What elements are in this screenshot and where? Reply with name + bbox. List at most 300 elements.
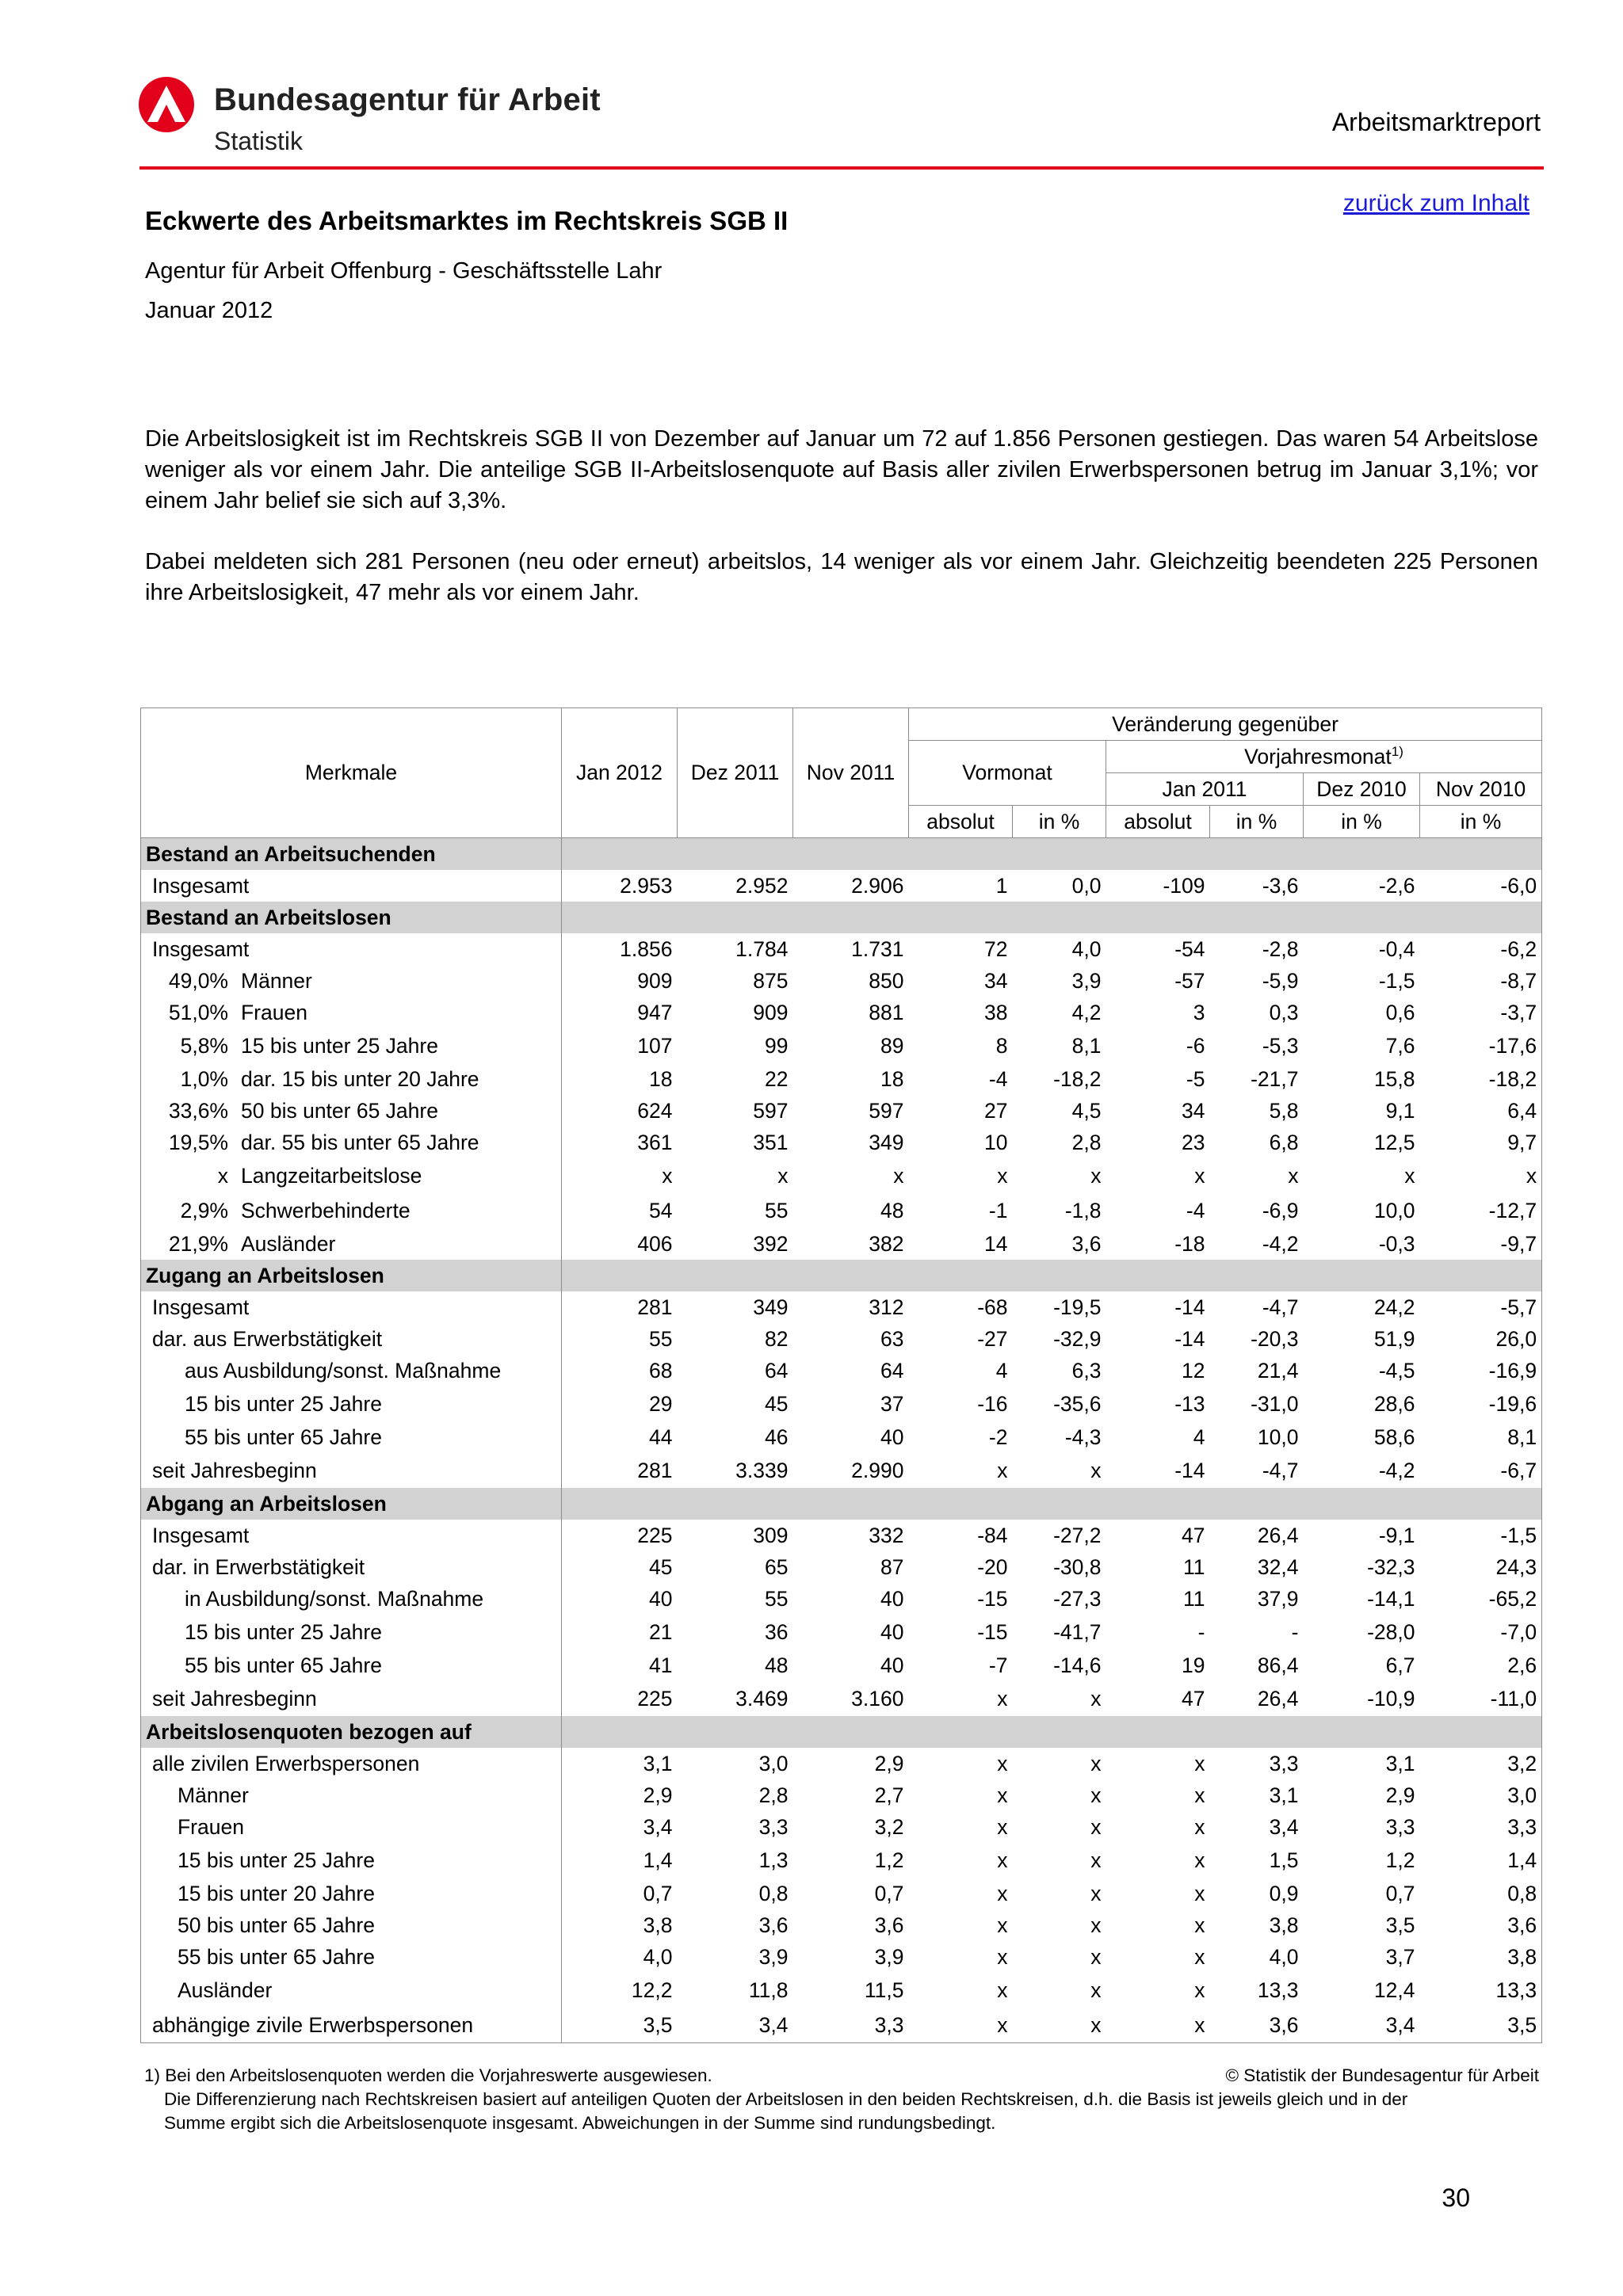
table-cell: 3,6 [1210, 2008, 1304, 2043]
table-cell: 1 [995, 873, 1008, 898]
table-cell: 4,0 [1071, 936, 1102, 961]
table-cell: 2.906 [851, 873, 904, 898]
table-cell: -84 [977, 1523, 1008, 1547]
row-label: Frauen [241, 1000, 307, 1024]
row-label-cell [141, 2008, 562, 2043]
table-cell: 8 [995, 1033, 1008, 1058]
row-label: Schwerbehinderte [241, 1198, 411, 1222]
table-row [141, 2008, 1542, 2043]
table-cell: -10,9 [1367, 1686, 1415, 1711]
table-cell: x [1090, 1848, 1102, 1872]
table-cell: 8,1 [1420, 1421, 1542, 1453]
table-cell: -11,0 [1420, 1681, 1542, 1716]
table-cell: -7 [988, 1653, 1008, 1677]
table-cell: - [1197, 1619, 1205, 1644]
table-cell: -9,1 [1378, 1523, 1415, 1547]
section-title: Bestand an Arbeitslosen [141, 902, 562, 933]
table-cell: 351 [753, 1130, 789, 1154]
table-cell: x [1420, 1158, 1542, 1193]
row-label-cell [141, 1095, 562, 1127]
table-cell: 6,7 [1385, 1653, 1415, 1677]
table-cell: 29 [649, 1391, 673, 1416]
header-in-pct: in % [1420, 806, 1542, 838]
table-row [141, 1323, 1542, 1355]
table-cell: x [1090, 1944, 1102, 1969]
table-cell: x [997, 1783, 1008, 1807]
table-cell: 22 [765, 1066, 789, 1091]
table-cell: 3,8 [1269, 1913, 1299, 1937]
section-fill [562, 1260, 1542, 1291]
table-cell: 850 [869, 968, 904, 993]
section-fill [562, 1488, 1542, 1520]
table-cell: 3,6 [1071, 1231, 1102, 1256]
table-cell: 1.731 [851, 936, 904, 961]
table-cell: x [1090, 1686, 1102, 1711]
header-nov-2010: Nov 2010 [1420, 773, 1542, 806]
row-label-cell [141, 1158, 562, 1193]
row-label: Männer [178, 1783, 249, 1807]
table-cell: -1,8 [1064, 1198, 1102, 1222]
table-cell: 15,8 [1373, 1066, 1415, 1091]
table-cell: x [1194, 1978, 1205, 2002]
table-cell: -27 [977, 1326, 1008, 1351]
table-row [141, 1748, 1542, 1779]
table-cell: 281 [637, 1458, 673, 1482]
table-cell: -14,1 [1367, 1586, 1415, 1611]
table-cell: 21,4 [1257, 1358, 1299, 1383]
header-in-pct: in % [1013, 806, 1106, 838]
table-cell: 349 [753, 1295, 789, 1319]
table-cell: -32,9 [1053, 1326, 1102, 1351]
table-cell: -27,3 [1053, 1586, 1102, 1611]
table-cell: -6,9 [1262, 1198, 1299, 1222]
table-cell: 0,8 [1420, 1878, 1542, 1909]
table-cell: 13,3 [1420, 1973, 1542, 2008]
row-label-cell [141, 1291, 562, 1323]
table-cell: 10,0 [1257, 1425, 1299, 1449]
table-cell: 0,6 [1385, 1000, 1415, 1024]
table-cell: x [1404, 1163, 1415, 1188]
table-cell: 624 [637, 1098, 673, 1123]
row-label: Ausländer [178, 1978, 273, 2002]
header-merkmale: Merkmale [141, 708, 562, 838]
table-cell: -16,9 [1420, 1355, 1542, 1386]
table-cell: -28,0 [1367, 1619, 1415, 1644]
table-cell: -1 [988, 1198, 1008, 1222]
table-cell: 86,4 [1257, 1653, 1299, 1677]
table-cell: 597 [753, 1098, 789, 1123]
table-cell: -14 [1174, 1458, 1205, 1482]
table-cell: 34 [1182, 1098, 1205, 1123]
table-row [141, 1650, 1542, 1681]
page-title: Eckwerte des Arbeitsmarktes im Rechtskreis SGB II [145, 206, 789, 235]
header-veraenderung: Veränderung gegenüber [909, 708, 1542, 741]
table-cell: 55 [765, 1586, 789, 1611]
table-cell: 36 [765, 1619, 789, 1644]
table-cell: 6,8 [1269, 1130, 1299, 1154]
page-number: 30 [1442, 2183, 1470, 2212]
table-cell: 107 [637, 1033, 673, 1058]
table-row [141, 1909, 1542, 1941]
table-cell: x [997, 1163, 1008, 1188]
header-vorjahresmonat-label: Vorjahresmonat [1244, 744, 1392, 769]
table-cell: -30,8 [1053, 1554, 1102, 1579]
table-cell: 406 [637, 1231, 673, 1256]
row-label-cell [141, 1063, 562, 1095]
table-cell: -14 [1174, 1295, 1205, 1319]
row-label: 15 bis unter 25 Jahre [241, 1033, 438, 1058]
table-row [141, 1421, 1542, 1453]
section-title: Arbeitslosenquoten bezogen auf [141, 1716, 562, 1748]
table-cell: 26,4 [1257, 1686, 1299, 1711]
header-in-pct: in % [1210, 806, 1304, 838]
table-cell: 3,6 [874, 1913, 904, 1937]
header-nov-2011: Nov 2011 [793, 708, 909, 838]
table-cell: -17,6 [1420, 1028, 1542, 1063]
table-cell: 0,7 [874, 1881, 904, 1905]
table-cell: -6,0 [1420, 870, 1542, 902]
row-label-cell [141, 1127, 562, 1158]
table-cell: -9,7 [1420, 1228, 1542, 1260]
row-label: dar. aus Erwerbstätigkeit [152, 1326, 383, 1351]
table-cell: 47 [1182, 1686, 1205, 1711]
row-label-cell [141, 1973, 562, 2008]
table-cell: 64 [880, 1358, 904, 1383]
table-cell: -0,4 [1378, 936, 1415, 961]
table-cell: 87 [880, 1554, 904, 1579]
table-cell: 40 [880, 1425, 904, 1449]
table-cell: 3,1 [1385, 1751, 1415, 1775]
header-dez-2010: Dez 2010 [1304, 773, 1420, 806]
table-cell: 47 [1182, 1523, 1205, 1547]
share-percent: x [217, 1163, 228, 1188]
table-cell: 3,3 [1269, 1751, 1299, 1775]
table-cell: 2,9 [643, 1783, 673, 1807]
table-cell: 909 [753, 1000, 789, 1024]
table-cell: 40 [880, 1619, 904, 1644]
table-cell: -21,7 [1251, 1066, 1299, 1091]
table-cell: 4,0 [1269, 1944, 1299, 1969]
table-cell: -20 [977, 1554, 1008, 1579]
table-cell: 18 [649, 1066, 673, 1091]
table-cell: 13,3 [1257, 1978, 1299, 2002]
header-jan-2012: Jan 2012 [562, 708, 678, 838]
table-cell: 2,9 [1385, 1783, 1415, 1807]
table-cell: 2.990 [851, 1458, 904, 1482]
table-cell: x [893, 1163, 904, 1188]
table-row [141, 1158, 1542, 1193]
table-cell: -0,3 [1378, 1231, 1415, 1256]
row-label: in Ausbildung/sonst. Maßnahme [185, 1586, 484, 1611]
table-cell: -2,6 [1378, 873, 1415, 898]
table-cell: -4,2 [1378, 1458, 1415, 1482]
table-cell: -6,2 [1420, 933, 1542, 965]
table-row [141, 1843, 1542, 1878]
table-cell: 909 [637, 968, 673, 993]
table-row [141, 1681, 1542, 1716]
table-cell: 1.784 [735, 936, 789, 961]
row-label: dar. in Erwerbstätigkeit [152, 1554, 365, 1579]
header-vormonat: Vormonat [909, 741, 1106, 806]
footnote-2: Die Differenzierung nach Rechtskreisen basiert auf anteiligen Quoten der Arbeitslosen in den beiden Rechtskreisen, d.h. die Basis ist jeweils gleich und in der [164, 2089, 1408, 2109]
table-cell: x [1090, 1978, 1102, 2002]
share-percent: 5,8% [180, 1033, 228, 1058]
table-cell: 6,4 [1420, 1095, 1542, 1127]
table-cell: 26,0 [1420, 1323, 1542, 1355]
table-cell: -1,5 [1420, 1520, 1542, 1551]
row-label-cell [141, 965, 562, 997]
table-cell: 18 [880, 1066, 904, 1091]
table-row [141, 1615, 1542, 1650]
table-cell: 55 [765, 1198, 789, 1222]
table-cell: 382 [869, 1231, 904, 1256]
table-cell: 26,4 [1257, 1523, 1299, 1547]
table-cell: 3,1 [643, 1751, 673, 1775]
row-label-cell [141, 1193, 562, 1228]
table-cell: 1.856 [620, 936, 673, 961]
section-header-row [141, 902, 1542, 933]
row-label: dar. 55 bis unter 65 Jahre [241, 1130, 479, 1154]
table-cell: -14 [1174, 1326, 1205, 1351]
table-cell: x [1194, 1944, 1205, 1969]
table-cell: x [1090, 1751, 1102, 1775]
row-label: Insgesamt [152, 873, 250, 898]
row-label-cell [141, 1909, 562, 1941]
table-cell: 40 [880, 1653, 904, 1677]
table-cell: 3,8 [643, 1913, 673, 1937]
table-cell: 24,3 [1420, 1551, 1542, 1583]
table-cell: x [1288, 1163, 1299, 1188]
table-cell: 1,4 [643, 1848, 673, 1872]
table-cell: x [997, 1814, 1008, 1839]
table-cell: -4 [1186, 1198, 1205, 1222]
table-cell: -2,8 [1262, 936, 1299, 961]
table-cell: - [1291, 1619, 1299, 1644]
table-cell: x [1194, 1783, 1205, 1807]
table-cell: x [1090, 1163, 1102, 1188]
table-cell: -4,7 [1262, 1458, 1299, 1482]
table-body [141, 838, 1542, 2043]
table-cell: 21 [649, 1619, 673, 1644]
table-cell: 2.952 [735, 873, 789, 898]
table-cell: -4,2 [1262, 1231, 1299, 1256]
row-label-cell [141, 1453, 562, 1488]
row-label: abhängige zivile Erwerbspersonen [152, 2012, 474, 2037]
table-cell: 3,5 [1385, 1913, 1415, 1937]
table-cell: 40 [880, 1586, 904, 1611]
table-row [141, 870, 1542, 902]
table-row [141, 1973, 1542, 2008]
table-cell: -13 [1174, 1391, 1205, 1416]
table-cell: 225 [637, 1686, 673, 1711]
share-percent: 49,0% [168, 968, 228, 993]
table-cell: -5,9 [1262, 968, 1299, 993]
table-cell: 12,2 [631, 1978, 673, 2002]
table-cell: 0,7 [1385, 1881, 1415, 1905]
table-cell: 0,0 [1071, 873, 1102, 898]
table-row [141, 1878, 1542, 1909]
row-label-cell [141, 1650, 562, 1681]
table-cell: 3.469 [735, 1686, 789, 1711]
table-cell: 51,9 [1373, 1326, 1415, 1351]
table-cell: -109 [1163, 873, 1205, 898]
header-in-pct: in % [1304, 806, 1420, 838]
row-label: seit Jahresbeginn [152, 1686, 317, 1711]
table-cell: 3,4 [643, 1814, 673, 1839]
table-cell: 46 [765, 1425, 789, 1449]
table-cell: -8,7 [1420, 965, 1542, 997]
row-label: Frauen [178, 1814, 244, 1839]
row-label-cell [141, 1748, 562, 1779]
row-label-cell [141, 1028, 562, 1063]
table-cell: 2.953 [620, 873, 673, 898]
table-cell: 3,7 [1385, 1944, 1415, 1969]
table-cell: 38 [984, 1000, 1008, 1024]
share-percent: 1,0% [180, 1066, 228, 1091]
table-cell: 309 [753, 1523, 789, 1547]
table-cell: 2,9 [874, 1751, 904, 1775]
table-cell: 45 [649, 1554, 673, 1579]
back-to-contents-link[interactable]: zurück zum Inhalt [1342, 190, 1529, 216]
row-label: 55 bis unter 65 Jahre [185, 1425, 382, 1449]
row-label: aus Ausbildung/sonst. Maßnahme [185, 1358, 502, 1383]
table-row [141, 1583, 1542, 1615]
table-row [141, 1063, 1542, 1095]
summary-paragraph-2: Dabei meldeten sich 281 Personen (neu oder erneut) arbeitslos, 14 weniger als vor einem Jahr. Gleichzeitig beendeten 225 Personen ihre Arbeitslosigkeit, 47 mehr als vor einem Jahr. [145, 549, 1538, 605]
table-cell: x [1194, 1913, 1205, 1937]
table-row [141, 1453, 1542, 1488]
table-row [141, 1228, 1542, 1260]
table-cell: 0,8 [758, 1881, 789, 1905]
row-label-cell [141, 1811, 562, 1843]
table-cell: 3,5 [1420, 2008, 1542, 2043]
row-label: alle zivilen Erwerbspersonen [152, 1751, 420, 1775]
table-cell: x [1194, 1881, 1205, 1905]
table-cell: 45 [765, 1391, 789, 1416]
table-cell: x [997, 1751, 1008, 1775]
table-cell: 4,0 [643, 1944, 673, 1969]
share-percent: 33,6% [168, 1098, 228, 1123]
table-cell: 3 [1193, 1000, 1205, 1024]
table-row [141, 1779, 1542, 1811]
table-cell: -6 [1186, 1033, 1205, 1058]
table-cell: 3,2 [1420, 1748, 1542, 1779]
table-cell: 68 [649, 1358, 673, 1383]
table-cell: -4 [988, 1066, 1008, 1091]
table-cell: 55 [649, 1326, 673, 1351]
table-cell: 12 [1182, 1358, 1205, 1383]
table-cell: 63 [880, 1326, 904, 1351]
row-label: Langzeitarbeitslose [241, 1163, 422, 1188]
row-label: 15 bis unter 25 Jahre [178, 1848, 375, 1872]
table-cell: 0,9 [1269, 1881, 1299, 1905]
table-cell: 3,4 [678, 2008, 793, 2043]
table-cell: 281 [637, 1295, 673, 1319]
row-label-cell [141, 1779, 562, 1811]
section-header-row [141, 1716, 1542, 1748]
table-cell: 2,6 [1420, 1650, 1542, 1681]
table-cell: 3,4 [1304, 2008, 1420, 2043]
table-row [141, 997, 1542, 1028]
table-cell: 3,9 [758, 1944, 789, 1969]
table-cell: 597 [869, 1098, 904, 1123]
section-fill [562, 1716, 1542, 1748]
table-cell: 72 [984, 936, 1008, 961]
table-cell: 225 [637, 1523, 673, 1547]
table-cell: -54 [1174, 936, 1205, 961]
table-cell: -16 [977, 1391, 1008, 1416]
table-row [141, 1520, 1542, 1551]
table-cell: 2,7 [874, 1783, 904, 1807]
table-cell: 14 [984, 1231, 1008, 1256]
table-cell: x [1106, 2008, 1210, 2043]
table-cell: 37 [880, 1391, 904, 1416]
table-cell: 37,9 [1257, 1586, 1299, 1611]
row-label: Männer [241, 968, 312, 993]
header-rule [139, 166, 1544, 170]
table-row [141, 1095, 1542, 1127]
table-cell: x [1090, 1913, 1102, 1937]
section-header-row [141, 1260, 1542, 1291]
header-dez-2011: Dez 2011 [678, 708, 793, 838]
table-cell: 0,3 [1269, 1000, 1299, 1024]
table-cell: -1,5 [1378, 968, 1415, 993]
table-row [141, 1291, 1542, 1323]
footnote-marker: 1) [1391, 744, 1403, 760]
header-vorjahresmonat [1106, 741, 1542, 773]
table-cell: 1,2 [1385, 1848, 1415, 1872]
section-title: Abgang an Arbeitslosen [141, 1488, 562, 1520]
table-cell: 3.160 [851, 1686, 904, 1711]
table-cell: 875 [753, 968, 789, 993]
table-cell: -18,2 [1420, 1063, 1542, 1095]
share-percent: 21,9% [168, 1231, 228, 1256]
row-label-cell [141, 1355, 562, 1386]
table-cell: x [1194, 1814, 1205, 1839]
row-label-cell [141, 1681, 562, 1716]
table-cell: -14,6 [1053, 1653, 1102, 1677]
row-label: dar. 15 bis unter 20 Jahre [241, 1066, 479, 1091]
table-cell: 11,8 [748, 1978, 789, 2002]
table-cell: -15 [977, 1619, 1008, 1644]
row-label-cell [141, 1941, 562, 1973]
table-row [141, 965, 1542, 997]
row-label-cell [141, 1323, 562, 1355]
table-cell: 332 [869, 1523, 904, 1547]
table-cell: x [1090, 1458, 1102, 1482]
section-header-row [141, 1488, 1542, 1520]
brand-subtitle: Statistik [214, 127, 304, 155]
table-cell: x [1090, 1814, 1102, 1839]
table-cell: 27 [984, 1098, 1008, 1123]
table-cell: -32,3 [1367, 1554, 1415, 1579]
period-subtitle: Januar 2012 [145, 298, 273, 323]
row-label: Insgesamt [152, 1523, 250, 1547]
table-cell: -19,6 [1420, 1386, 1542, 1421]
row-label: 55 bis unter 65 Jahre [185, 1653, 382, 1677]
table-row [141, 1193, 1542, 1228]
table-cell: -12,7 [1420, 1193, 1542, 1228]
table-cell: 28,6 [1373, 1391, 1415, 1416]
header-jan-2011: Jan 2011 [1106, 773, 1304, 806]
row-label: 15 bis unter 20 Jahre [178, 1881, 375, 1905]
table-cell: 44 [649, 1425, 673, 1449]
table-cell: 3,0 [1420, 1779, 1542, 1811]
row-label: 15 bis unter 25 Jahre [185, 1391, 382, 1416]
table-cell: 3,3 [758, 1814, 789, 1839]
labour-market-table [140, 707, 1542, 2043]
table-cell: 1,4 [1420, 1843, 1542, 1878]
